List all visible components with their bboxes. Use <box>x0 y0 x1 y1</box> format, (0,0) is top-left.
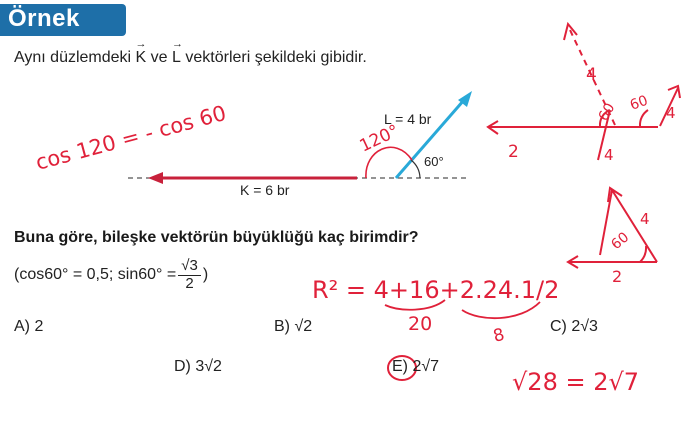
option-c[interactable]: C) 2√3 <box>550 318 598 335</box>
given-denominator: 2 <box>185 274 194 292</box>
option-a[interactable]: A) 2 <box>14 318 44 335</box>
hand-sketch-mid-4: 4 <box>640 210 650 228</box>
angle-60-label: 60° <box>424 154 444 169</box>
hand-sketch-top-2: 2 <box>508 142 519 162</box>
hand-sketch-mid-60: 60 <box>608 229 633 254</box>
vector-l-symbol: → L <box>172 38 184 66</box>
stem-part3: vektörleri şekildeki gibidir. <box>180 49 367 66</box>
vector-arrow-icon: → <box>135 38 147 50</box>
given-numerator: √3 <box>178 258 201 276</box>
hand-sketch-top-4: 4 <box>586 65 597 85</box>
given-values <box>14 258 208 292</box>
option-b[interactable]: B) √2 <box>274 318 313 335</box>
hand-sketch-mid <box>568 188 657 268</box>
given-suffix: ) <box>202 266 209 283</box>
example-badge-label: Örnek <box>8 5 80 32</box>
hand-120-label: 120° <box>356 121 403 157</box>
stem-part1: Aynı düzlemdeki <box>14 49 136 66</box>
hand-sum-8: 8 <box>491 324 507 347</box>
hand-cos-note: cos 120 = - cos 60 <box>33 100 229 175</box>
hand-sketch-top <box>488 24 680 160</box>
vector-k-arrowhead <box>148 172 163 184</box>
vector-arrow-icon: → <box>172 38 184 50</box>
hand-result: √28 = 2√7 <box>512 368 640 396</box>
stem-part2: ve <box>146 49 173 66</box>
question-prompt: Buna göre, bileşke vektörün büyüklüğü kaç birimdir? <box>14 229 419 246</box>
given-fraction <box>178 258 201 292</box>
hand-sketch-top-60b: 60 <box>627 92 651 114</box>
angle-60-arc <box>411 160 420 178</box>
option-e[interactable]: E) 2√7 <box>392 358 440 375</box>
hand-sketch-top-4c: 4 <box>604 146 614 164</box>
hand-sketch-mid-2: 2 <box>612 267 623 286</box>
hand-sketch-top-4b: 4 <box>666 104 676 122</box>
hand-sketch-top-60a: 60 <box>595 100 619 124</box>
hand-brace-8 <box>462 302 540 318</box>
hand-sum-20: 20 <box>408 313 433 335</box>
option-d[interactable]: D) 3√2 <box>174 358 222 375</box>
vector-k-symbol: → K <box>135 38 147 66</box>
label-k: K = 6 br <box>240 182 290 198</box>
hand-formula: R² = 4+16+2.24.1/2 <box>312 276 560 304</box>
given-prefix: (cos60° = 0,5; sin60° = <box>14 266 177 283</box>
label-l: L = 4 br <box>384 111 432 127</box>
